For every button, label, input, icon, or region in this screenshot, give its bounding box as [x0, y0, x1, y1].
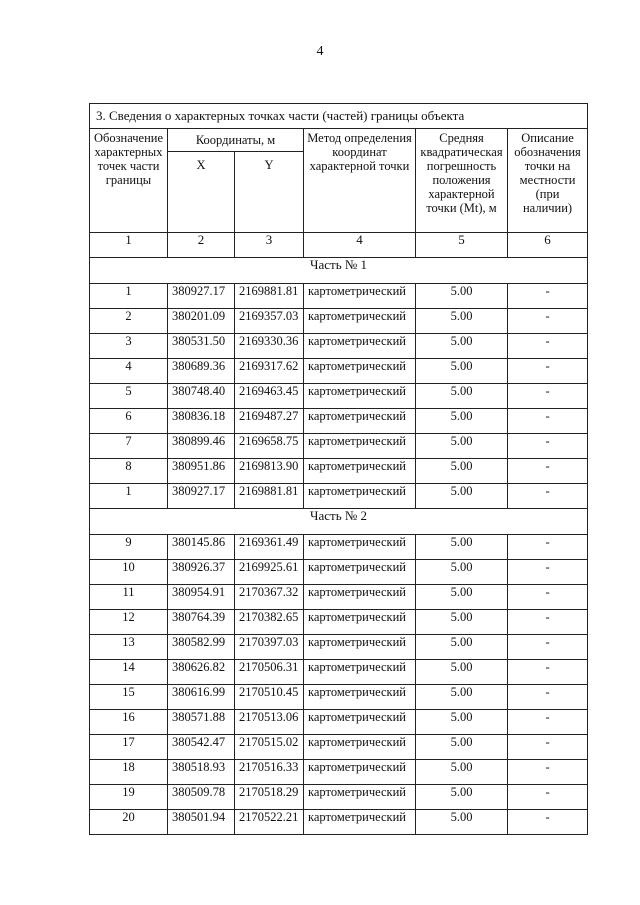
- method-cell: картометрический: [304, 484, 416, 509]
- point-number: 13: [90, 635, 168, 660]
- description-cell: -: [508, 459, 588, 484]
- table-row: [90, 459, 588, 484]
- coordinate-x: 380509.78: [168, 785, 235, 810]
- header-point-designation: Обозначение характерных точек части границы: [90, 129, 168, 233]
- part-heading-row: [90, 509, 588, 535]
- method-cell: картометрический: [304, 309, 416, 334]
- coordinate-y: 2169361.49: [235, 535, 304, 560]
- description-cell: -: [508, 359, 588, 384]
- point-number: 14: [90, 660, 168, 685]
- method-cell: картометрический: [304, 284, 416, 309]
- coordinate-x: 380531.50: [168, 334, 235, 359]
- point-number: 9: [90, 535, 168, 560]
- column-number: 2: [168, 233, 235, 258]
- description-cell: -: [508, 384, 588, 409]
- coordinate-x: 380836.18: [168, 409, 235, 434]
- table-row: [90, 810, 588, 835]
- point-number: 2: [90, 309, 168, 334]
- coordinate-y: 2170382.65: [235, 610, 304, 635]
- description-cell: -: [508, 810, 588, 835]
- coordinate-x: 380899.46: [168, 434, 235, 459]
- coordinate-y: 2169925.61: [235, 560, 304, 585]
- coordinate-y: 2169317.62: [235, 359, 304, 384]
- table-row: [90, 635, 588, 660]
- coordinate-y: 2170506.31: [235, 660, 304, 685]
- accuracy-cell: 5.00: [416, 710, 508, 735]
- point-number: 18: [90, 760, 168, 785]
- column-number-row: [90, 233, 588, 258]
- method-cell: картометрический: [304, 384, 416, 409]
- description-cell: -: [508, 560, 588, 585]
- description-cell: -: [508, 660, 588, 685]
- accuracy-cell: 5.00: [416, 535, 508, 560]
- coordinate-x: 380542.47: [168, 735, 235, 760]
- method-cell: картометрический: [304, 810, 416, 835]
- table-row: [90, 384, 588, 409]
- accuracy-cell: 5.00: [416, 685, 508, 710]
- method-cell: картометрический: [304, 560, 416, 585]
- accuracy-cell: 5.00: [416, 635, 508, 660]
- header-row-1: [90, 129, 588, 152]
- characteristic-points-table: [89, 103, 588, 835]
- coordinate-x: 380927.17: [168, 484, 235, 509]
- coordinate-x: 380764.39: [168, 610, 235, 635]
- accuracy-cell: 5.00: [416, 810, 508, 835]
- method-cell: картометрический: [304, 535, 416, 560]
- coordinate-x: 380951.86: [168, 459, 235, 484]
- method-cell: картометрический: [304, 459, 416, 484]
- coordinate-x: 380927.17: [168, 284, 235, 309]
- accuracy-cell: 5.00: [416, 284, 508, 309]
- accuracy-cell: 5.00: [416, 735, 508, 760]
- header-method: Метод определения координат характерной точки: [304, 129, 416, 233]
- method-cell: картометрический: [304, 710, 416, 735]
- point-number: 6: [90, 409, 168, 434]
- header-description: Описание обозначения точки на местности (при наличии): [508, 129, 588, 233]
- column-number: 3: [235, 233, 304, 258]
- column-number: 5: [416, 233, 508, 258]
- accuracy-cell: 5.00: [416, 359, 508, 384]
- coordinate-y: 2169330.36: [235, 334, 304, 359]
- coordinate-x: 380616.99: [168, 685, 235, 710]
- point-number: 11: [90, 585, 168, 610]
- accuracy-cell: 5.00: [416, 409, 508, 434]
- header-y: Y: [235, 152, 304, 233]
- accuracy-cell: 5.00: [416, 334, 508, 359]
- accuracy-cell: 5.00: [416, 760, 508, 785]
- coordinate-y: 2169658.75: [235, 434, 304, 459]
- accuracy-cell: 5.00: [416, 459, 508, 484]
- table-row: [90, 685, 588, 710]
- table-row: [90, 785, 588, 810]
- coordinate-x: 380689.36: [168, 359, 235, 384]
- description-cell: -: [508, 409, 588, 434]
- table-row: [90, 585, 588, 610]
- point-number: 8: [90, 459, 168, 484]
- table-row: [90, 735, 588, 760]
- coordinate-x: 380626.82: [168, 660, 235, 685]
- table-row: [90, 484, 588, 509]
- column-number: 6: [508, 233, 588, 258]
- table-row: [90, 660, 588, 685]
- coordinate-y: 2170515.02: [235, 735, 304, 760]
- method-cell: картометрический: [304, 409, 416, 434]
- coordinate-x: 380582.99: [168, 635, 235, 660]
- coordinate-y: 2169813.90: [235, 459, 304, 484]
- description-cell: -: [508, 535, 588, 560]
- coordinate-y: 2170518.29: [235, 785, 304, 810]
- point-number: 17: [90, 735, 168, 760]
- accuracy-cell: 5.00: [416, 585, 508, 610]
- coordinate-y: 2170397.03: [235, 635, 304, 660]
- table-row: [90, 409, 588, 434]
- table-row: [90, 710, 588, 735]
- description-cell: -: [508, 284, 588, 309]
- point-number: 15: [90, 685, 168, 710]
- description-cell: -: [508, 635, 588, 660]
- coordinate-x: 380926.37: [168, 560, 235, 585]
- method-cell: картометрический: [304, 685, 416, 710]
- coordinate-y: 2170510.45: [235, 685, 304, 710]
- accuracy-cell: 5.00: [416, 785, 508, 810]
- coordinate-x: 380571.88: [168, 710, 235, 735]
- coordinate-x: 380201.09: [168, 309, 235, 334]
- coordinate-x: 380954.91: [168, 585, 235, 610]
- accuracy-cell: 5.00: [416, 484, 508, 509]
- point-number: 4: [90, 359, 168, 384]
- point-number: 3: [90, 334, 168, 359]
- coordinate-y: 2169881.81: [235, 484, 304, 509]
- header-coordinates: Координаты, м: [168, 129, 304, 152]
- accuracy-cell: 5.00: [416, 660, 508, 685]
- header-accuracy: Средняя квадратическая погрешность положения характерной точки (Mt), м: [416, 129, 508, 233]
- section-title: 3. Сведения о характерных точках части (частей) границы объекта: [90, 104, 588, 129]
- coordinate-y: 2169487.27: [235, 409, 304, 434]
- description-cell: -: [508, 434, 588, 459]
- accuracy-cell: 5.00: [416, 610, 508, 635]
- point-number: 1: [90, 284, 168, 309]
- part-heading: Часть № 1: [90, 258, 588, 284]
- coordinate-x: 380145.86: [168, 535, 235, 560]
- table-row: [90, 284, 588, 309]
- method-cell: картометрический: [304, 785, 416, 810]
- point-number: 7: [90, 434, 168, 459]
- point-number: 20: [90, 810, 168, 835]
- coordinate-y: 2170516.33: [235, 760, 304, 785]
- part-heading: Часть № 2: [90, 509, 588, 535]
- method-cell: картометрический: [304, 334, 416, 359]
- page-number: 4: [316, 44, 324, 59]
- table-row: [90, 760, 588, 785]
- table-row: [90, 309, 588, 334]
- coordinate-x: 380518.93: [168, 760, 235, 785]
- accuracy-cell: 5.00: [416, 309, 508, 334]
- column-number: 1: [90, 233, 168, 258]
- method-cell: картометрический: [304, 610, 416, 635]
- description-cell: -: [508, 785, 588, 810]
- coordinate-y: 2169881.81: [235, 284, 304, 309]
- coordinate-x: 380501.94: [168, 810, 235, 835]
- method-cell: картометрический: [304, 760, 416, 785]
- caption-row: [90, 104, 588, 129]
- description-cell: -: [508, 334, 588, 359]
- point-number: 16: [90, 710, 168, 735]
- coordinate-y: 2169357.03: [235, 309, 304, 334]
- description-cell: -: [508, 585, 588, 610]
- description-cell: -: [508, 710, 588, 735]
- method-cell: картометрический: [304, 735, 416, 760]
- method-cell: картометрический: [304, 635, 416, 660]
- point-number: 1: [90, 484, 168, 509]
- point-number: 5: [90, 384, 168, 409]
- accuracy-cell: 5.00: [416, 434, 508, 459]
- coordinate-y: 2170522.21: [235, 810, 304, 835]
- description-cell: -: [508, 610, 588, 635]
- header-x: X: [168, 152, 235, 233]
- coordinate-y: 2169463.45: [235, 384, 304, 409]
- description-cell: -: [508, 309, 588, 334]
- point-number: 10: [90, 560, 168, 585]
- method-cell: картометрический: [304, 585, 416, 610]
- column-number: 4: [304, 233, 416, 258]
- accuracy-cell: 5.00: [416, 384, 508, 409]
- accuracy-cell: 5.00: [416, 560, 508, 585]
- description-cell: -: [508, 735, 588, 760]
- table-row: [90, 334, 588, 359]
- table-row: [90, 560, 588, 585]
- coordinate-x: 380748.40: [168, 384, 235, 409]
- point-number: 19: [90, 785, 168, 810]
- description-cell: -: [508, 685, 588, 710]
- method-cell: картометрический: [304, 660, 416, 685]
- part-heading-row: [90, 258, 588, 284]
- method-cell: картометрический: [304, 359, 416, 384]
- table-row: [90, 535, 588, 560]
- table-row: [90, 610, 588, 635]
- coordinate-y: 2170367.32: [235, 585, 304, 610]
- description-cell: -: [508, 760, 588, 785]
- coordinate-y: 2170513.06: [235, 710, 304, 735]
- description-cell: -: [508, 484, 588, 509]
- table-row: [90, 359, 588, 384]
- method-cell: картометрический: [304, 434, 416, 459]
- table-row: [90, 434, 588, 459]
- point-number: 12: [90, 610, 168, 635]
